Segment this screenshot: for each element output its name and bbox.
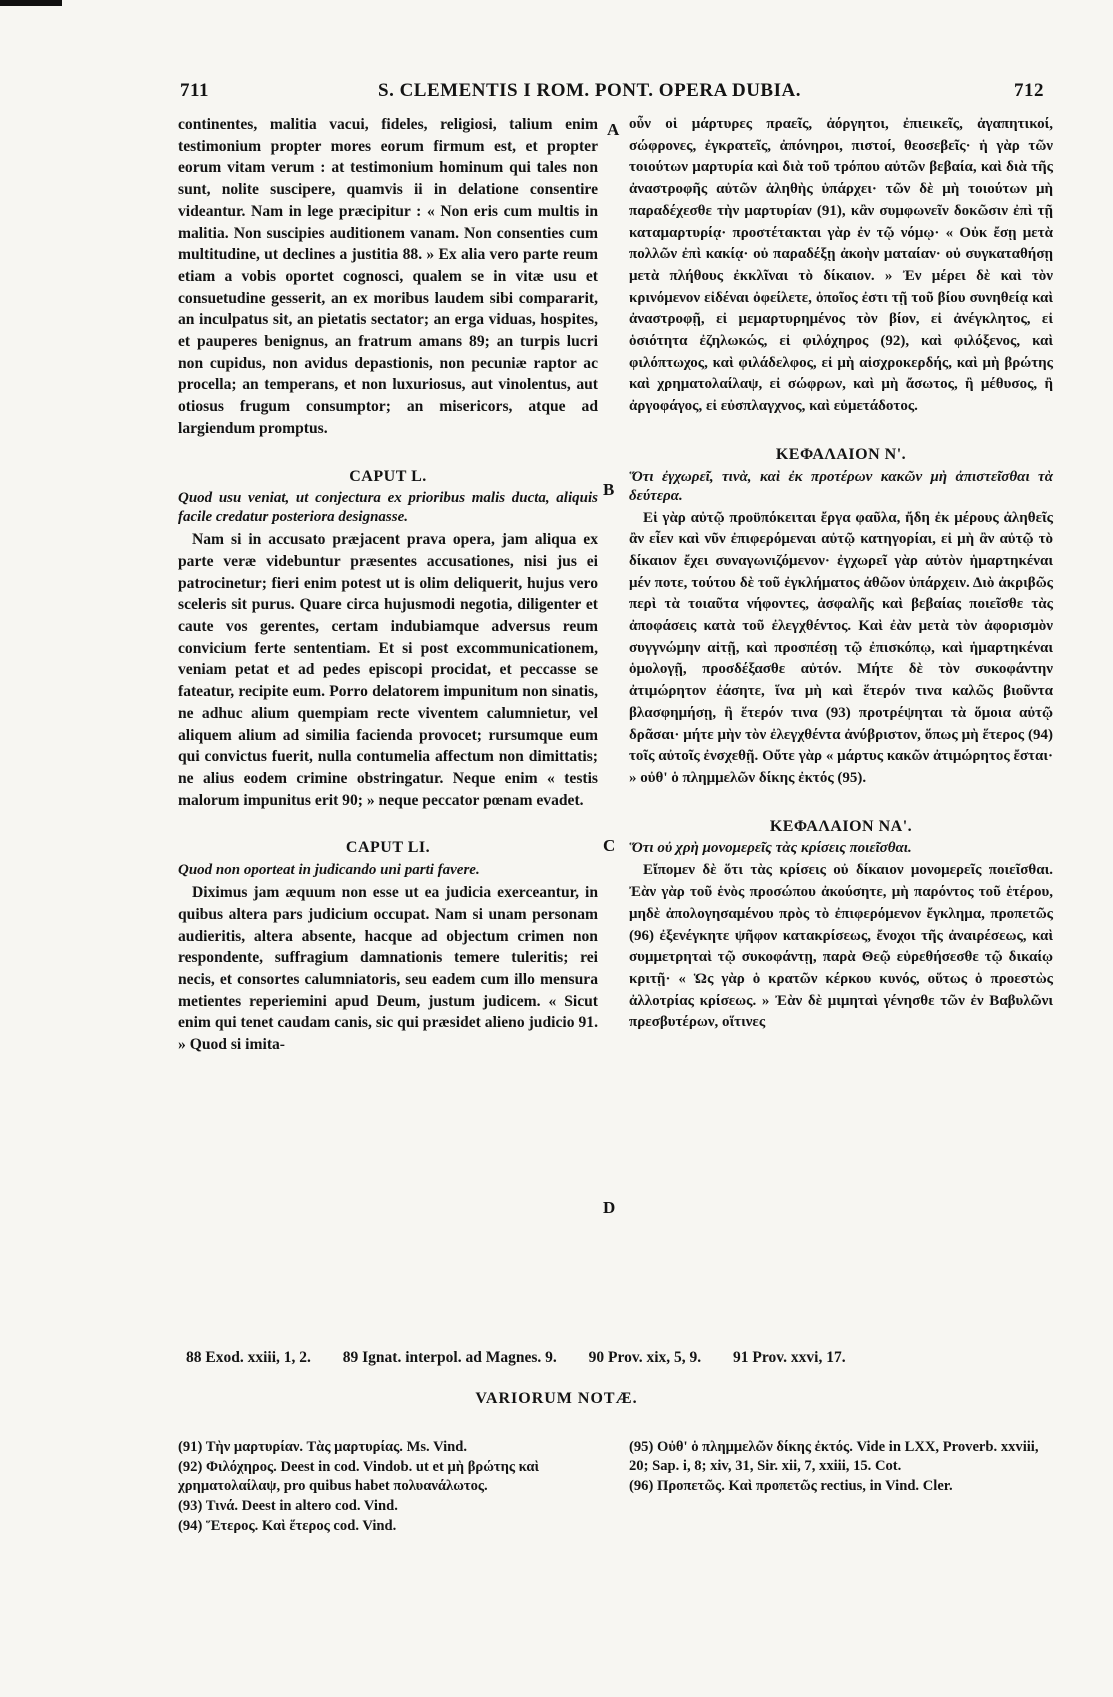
footnote: 89 Ignat. interpol. ad Magnes. 9. [342,1349,557,1366]
variorum-note: (91) Τὴν μαρτυρίαν. Τὰς μαρτυρίας. Ms. Vind. [178,1439,468,1455]
kephalaion-n-subtitle: Ὅτι ἐγχωρεῖ, τινὰ, καὶ ἐκ προτέρων κακῶν μὴ ἀπιστεῖσθαι τὰ δεύτερα. [629,468,1053,504]
variorum-note: (95) Οὐθ' ὁ πλημμελῶν δίκης ἐκτός. Vide in LXX, Proverb. xxviii, 20; Sap. i, 8; xiv, 31, Sir. xii, 7, xxiii, 15. Cot. [629,1439,1039,1474]
page-header [168,80,1058,106]
kephalaion-n-title: ΚΕΦΑΛΑΙΟΝ Ν'. [775,445,907,463]
running-title: S. CLEMENTIS I ROM. PONT. OPERA DUBIA. [378,80,801,101]
kephalaion-na-title: ΚΕΦΑΛΑΙΟΝ ΝΑ'. [769,817,913,835]
margin-letter-a: A [607,120,620,139]
caput-l-subtitle: Quod usu veniat, ut conjectura ex prioribus malis ducta, aliquis facile credatur posteriora designasse. [178,490,598,526]
page-number-right: 712 [1014,80,1044,101]
latin-column [178,114,598,1056]
latin-paragraph: continentes, malitia vacui, fideles, religiosi, talium enim testimonium propter mores eorum firmum est, et propter eorum vitam verum : at testimonium hominum qui tales non sunt, nolite suscipere, quamvis ii in delatione consentire videantur. Nam in lege præcipitur : « Non eris cum multis in malitia. Non suscipies auditionem vanam. Non consenties cum multitudine, ut declines a justitia 88. » Ex alia vero parte reum etiam a vobis oportet cognosci, qualem se in vitæ usu et consuetudine gesserit, an ex moribus laudem sibi compararit, an inculpatus sit, an pietatis sectator; an erga viduas, hospites, et pauperes benignus, an fratrum amans 89; an turpis lucri non cupidus, non avidus depastionis, non pecuniæ raptor ac procella; an temperans, et non luxuriosus, aut vinolentus, aut otiosus frugum consumptor; an misericors, atque ad largiendum promptus. [178,116,598,437]
scripture-footnotes [186,1348,1056,1368]
caput-l-text: Nam si in accusato præjacent prava opera, jam aliqua ex parte veræ videbuntur præsentes accusationes, nisi jus ei patrocinetur; fieri enim potest ut is olim deliquerit, hujus vero sceleris sit purus. Quare circa hujusmodi negotia, diligenter et caute vos gerentes, certam indubiamque adversus reum convicium ferte sententiam. Et si post excommunicationem, veniam petat et ad pedes episcopi procidat, et peccasse se fateatur, recipite eum. Porro delatorem impunitum non sinatis, ne adhuc alium quempiam recte viventem calumnietur, vel aliquem alium ad similia facienda provocet; rursumque eum qui convictus fuerit, nulla contumelia affectum non dimittatis; ne alius eodem crimine obstringatur. Neque enim « testis malorum impunitus erit 90; » neque peccator pœnam evadet. [178,531,598,809]
variorum-notes-title: VARIORUM NOTÆ. [475,1390,638,1407]
variorum-note: (96) Προπετῶς. Καὶ προπετῶς rectius, in Vind. Cler. [629,1478,953,1494]
caput-li-text: Diximus jam æquum non esse ut ea judicia exerceantur, in quibus altera pars judicium occupat. Nam si unam personam audieritis, altera absente, hacque ad objectum crimen non respondente, suffragium damnationis temere tuleritis; rei necis, et consortes calumniatoris, seu eadem cum illo mensura metientes reperiemini apud Deum, justum judicem. « Sicut enim qui tenet caudam canis, sic qui præsidet alieno judicio 91. » Quod si imita- [178,884,598,1054]
greek-column [629,114,1053,1034]
caput-l-title: CAPUT L. [349,467,427,485]
page-number-left: 711 [180,80,209,101]
caput-li-subtitle: Quod non oporteat in judicando uni parti favere. [178,862,480,879]
caput-li-title: CAPUT LI. [345,839,431,857]
corner-scan-mark [0,0,62,6]
kephalaion-n-text: Εἰ γὰρ αὐτῷ προϋπόκειται ἔργα φαῦλα, ἤδη ἐκ μέρους ἀληθεῖς ἂν εἶεν καὶ νῦν ἐπιφερόμεναι αὐτῷ κατηγορίαι, εἰ μὴ ἂν αὐτῷ τὸ δίκαιον ἔχει συναγωνιζόμενον· ἐγχωρεῖ γὰρ αὐτὸν ἡμαρτηκέναι μέν ποτε, τούτου δὲ τοῦ ἐγκλήματος ἀθῶον ὑπάρχειν. Διὸ ἀκριβῶς περὶ τὰ τοιαῦτα νήφοντες, ἀσφαλῆς καὶ βεβαίας ποιεῖσθε τὰς ἀποφάσεις κατὰ τοῦ ἐλεγχθέντος. Καὶ ἐὰν μετὰ τὸν ἀφορισμὸν συγγνώμην αἰτῇ, καὶ προσπέσῃ τῷ ἐπισκόπῳ, καὶ ἡμαρτηκέναι ὁμολογῇ, προσδέξασθε αὐτόν. Μήτε δὲ τὸν συκοφάντην ἀτιμώρητον ἐάσητε, ἵνα μὴ καὶ ἕτερόν τινα καλῶς βιοῦντα βλασφημήσῃ, ἢ ἕτερόν τινα (93) προτρέψηται τὰ ὅμοια αὐτῷ δρᾶσαι· μήτε μὴν τὸν ἐλεγχθέντα ἀνύβριστον, ὅπως μὴ ἕτερος (94) τοῖς αὐτοῖς ἐνσχεθῇ. Οὔτε γὰρ « μάρτυς κακῶν ἀτιμώρητος ἔσται· » οὐθ' ὁ πλημμελῶν δίκης ἐκτός (95). [629,509,1053,786]
margin-letter-b: B [603,480,615,499]
footnote: 91 Prov. xxvi, 17. [733,1349,846,1366]
variorum-notes-left [178,1438,598,1537]
variorum-note: (93) Τινά. Deest in altero cod. Vind. [178,1498,398,1514]
kephalaion-na-subtitle: Ὅτι οὐ χρὴ μονομερεῖς τὰς κρίσεις ποιεῖσθαι. [629,840,912,857]
kephalaion-na-text: Εἴπομεν δὲ ὅτι τὰς κρίσεις οὐ δίκαιον μονομερεῖς ποιεῖσθαι. Ἐὰν γὰρ τοῦ ἑνὸς προσώπου ἀκούσητε, μὴ παρόντος τοῦ ἑτέρου, μηδὲ ἀπολογησαμένου πρὸς τὸ ἐπιφερόμενον ἔγκλημα, προπετῶς (96) ἐξενέγκητε ψῆφον κατακρίσεως, ἔνοχοι τῆς ἀναιρέσεως, καὶ συμμετρηταὶ τῷ συκοφάντῃ, παρὰ Θεῷ εὑρεθήσεσθε τῷ δικαίῳ κριτῇ· « Ὡς γὰρ ὁ κρατῶν κέρκου κυνός, οὕτως ὁ προεστὼς ἀλλοτρίας κρίσεως. » Ἐὰν δὲ μιμηταὶ γένησθε τῶν ἐν Βαβυλῶνι πρεσβυτέρων, οἵτινες [629,862,1053,1031]
margin-letter-c: C [603,836,616,855]
variorum-note: (94) Ἕτερος. Καὶ ἕτερος cod. Vind. [178,1518,397,1534]
variorum-note: (92) Φιλόχηρος. Deest in cod. Vindob. ut et μὴ βρώτης καὶ χρηματολαίλαψ, pro quibus habet πολυανάλωτος. [178,1459,540,1494]
footnote: 88 Exod. xxiii, 1, 2. [186,1349,311,1366]
greek-paragraph: οὖν οἱ μάρτυρες πραεῖς, ἀόργητοι, ἐπιεικεῖς, ἀγαπητικοί, σώφρονες, ἐγκρατεῖς, ἀπόνηροι, πιστοί, θεοσεβεῖς· ἡ γὰρ τῶν τοιούτων μαρτυρία καὶ διὰ τοῦ τρόπου αὐτῶν βεβαία, καὶ διὰ τῆς ἀναστροφῆς αὐτῶν ἀληθὴς ὑπάρχει· τῶν δὲ μὴ τοιούτων μὴ παραδέχεσθε τὴν μαρτυρίαν (91), κἂν συμφωνεῖν δοκῶσιν ἐπὶ τῇ καταμαρτυρίᾳ· προστέτακται γὰρ ἐν τῷ νόμῳ· « Οὐκ ἔσῃ μετὰ πολλῶν ἐπὶ κακίᾳ· οὐ παραδέξῃ ἀκοὴν ματαίαν· οὐ συγκαταθήσῃ μετὰ πλήθους ἐκκλῖναι τὸ δίκαιον. » Ἐν μέρει δὲ καὶ τὸν κρινόμενον εἰδέναι ὀφείλετε, ὁποῖος ἐστι τῇ τοῦ βίου συνηθείᾳ καὶ ἀναστροφῇ, εἰ μεμαρτυρημένος τὸν βίον, εἰ ἀνέγκλητος, εἰ ὁσιότητα ἐζηλωκώς, εἰ φιλόχηρος (92), καὶ φιλόξενος, καὶ φιλόπτωχος, καὶ φιλάδελφος, εἰ μὴ αἰσχροκερδής, καὶ μὴ βρώτης καὶ χρηματολαίλαψ, εἰ σώφρων, καὶ μὴ ἄσωτος, ἢ μέθυσος, ἢ ἀργοφάγος, εἰ εὐσπλαγχνος, καὶ εὐμετάδοτος. [629,116,1053,415]
variorum-notes-right [629,1438,1053,1497]
footnote: 90 Prov. xix, 5, 9. [588,1349,702,1366]
margin-letter-d: D [603,1198,616,1217]
